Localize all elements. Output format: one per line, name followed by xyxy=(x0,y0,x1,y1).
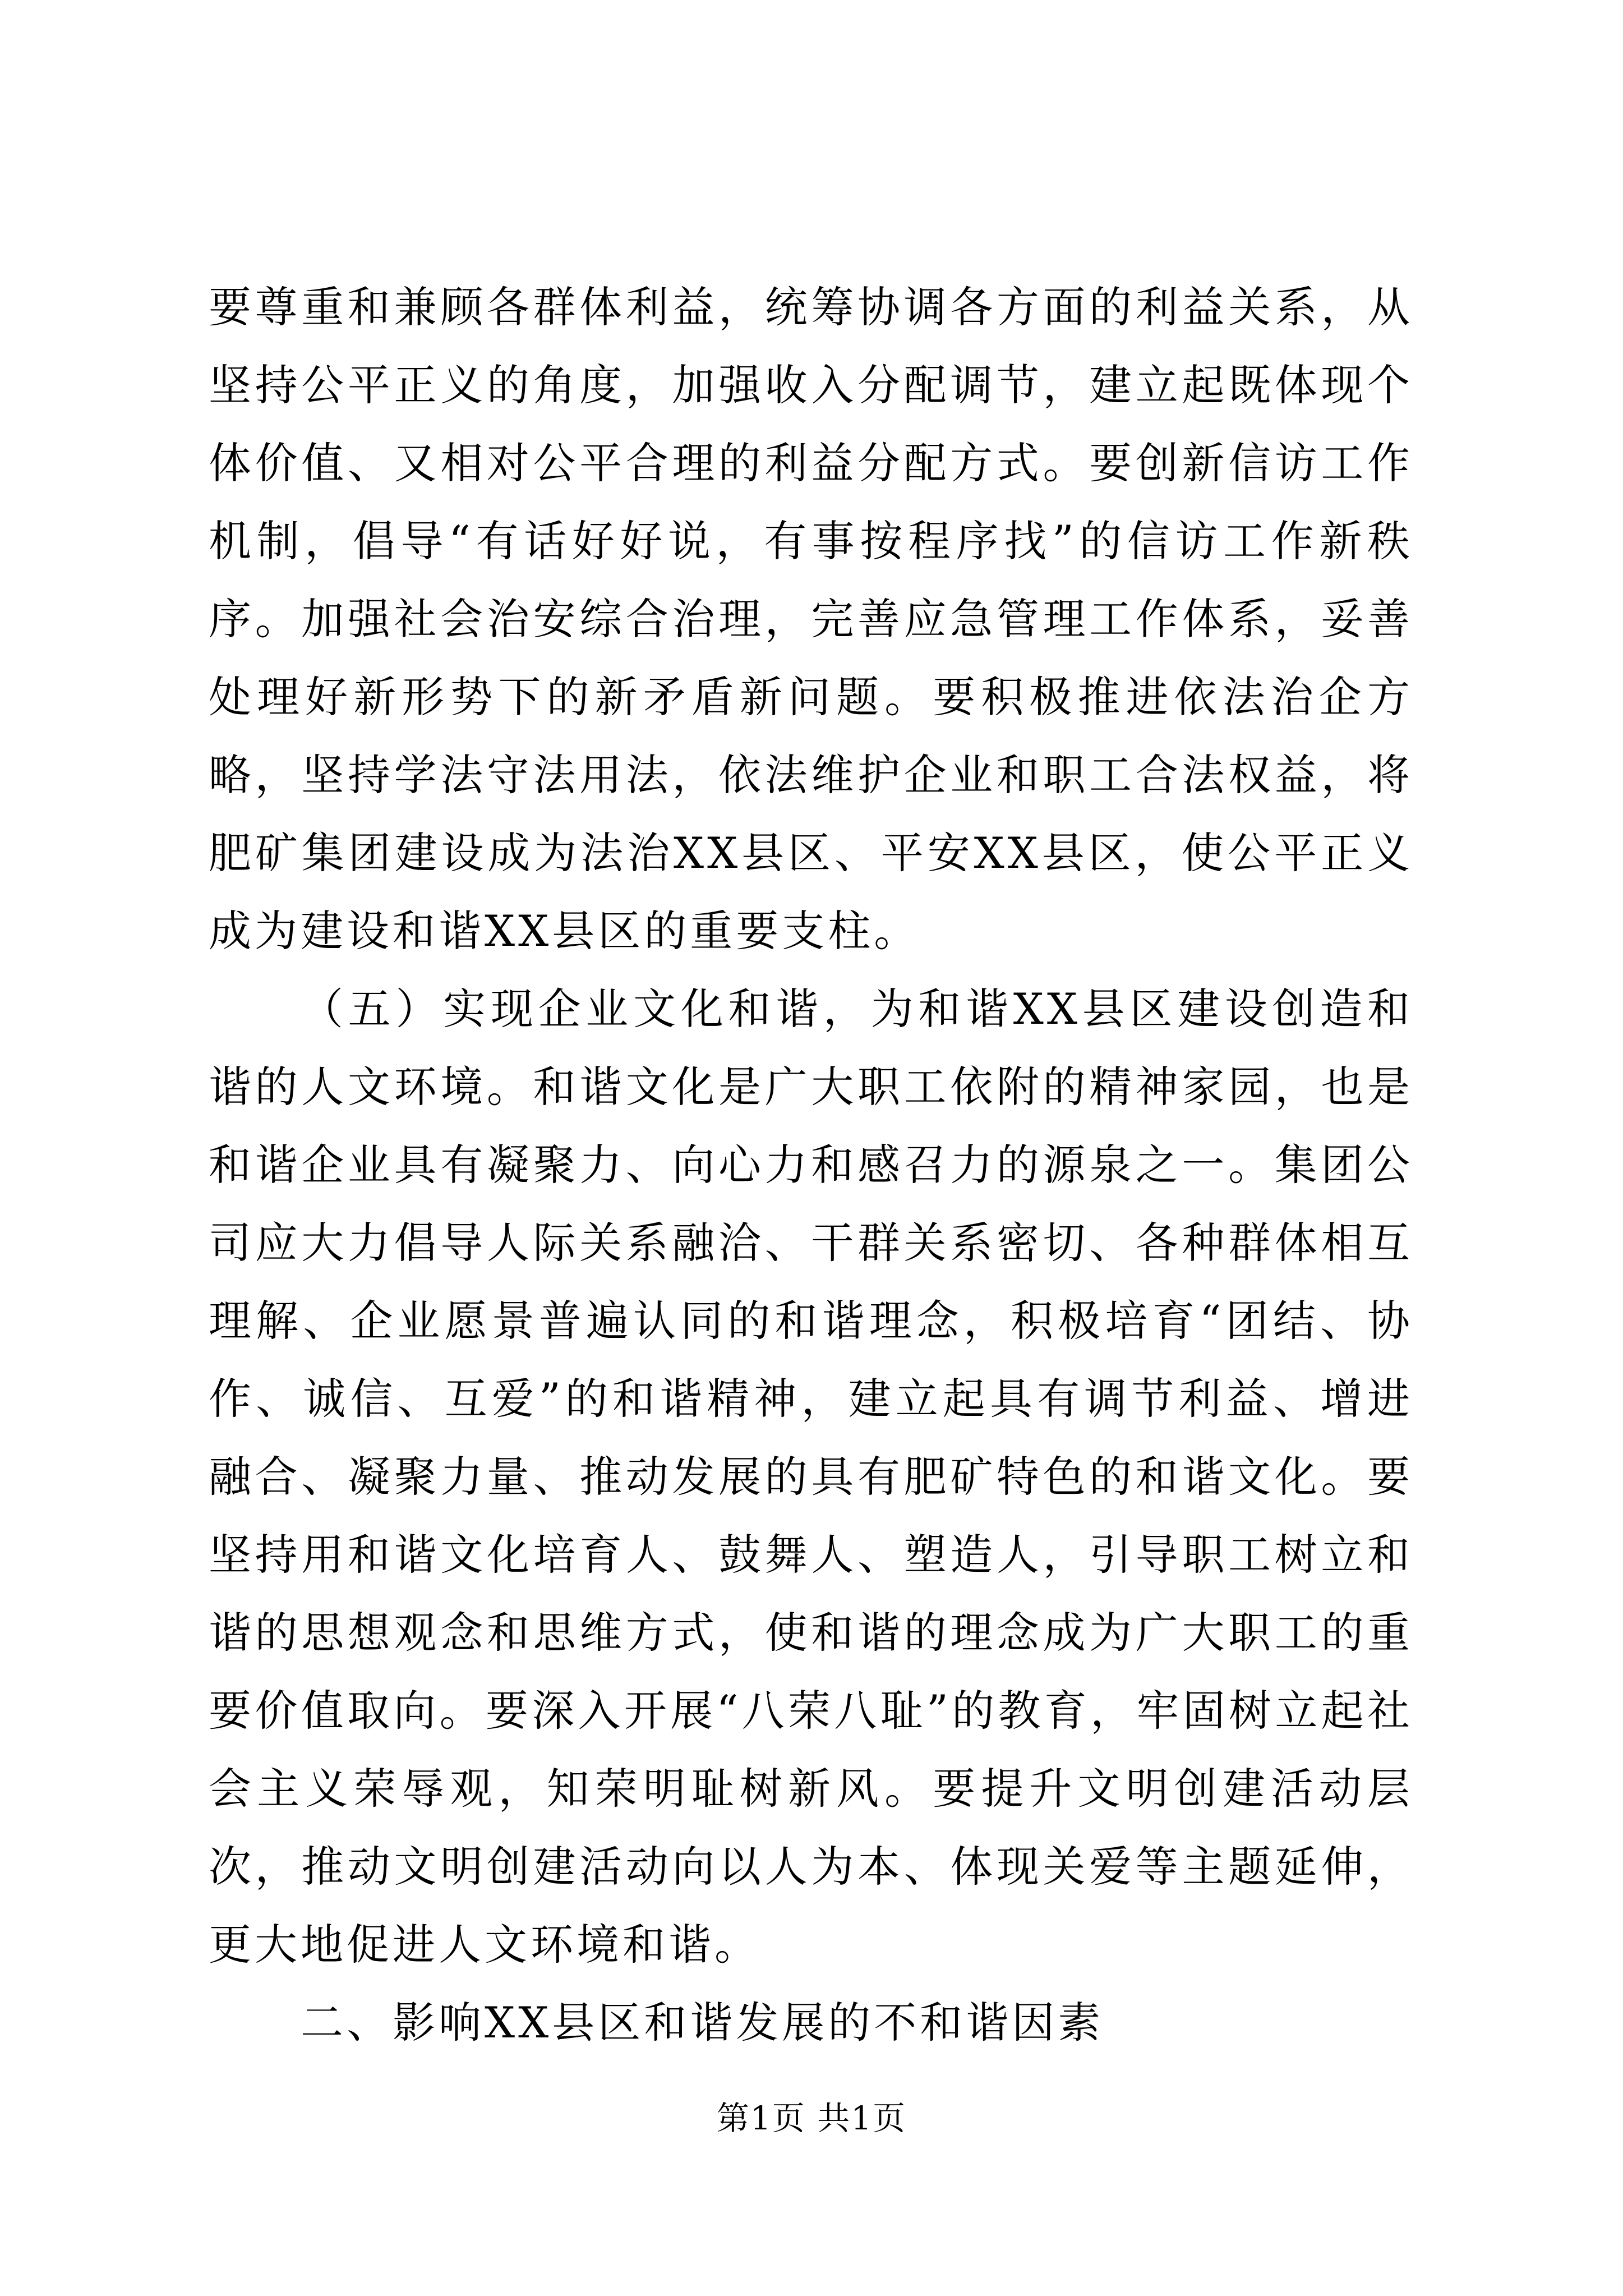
paragraph-section-five: （五）实现企业文化和谐，为和谐XX县区建设创造和谐的人文环境。和谐文化是广大职工依附的精神家园，也是和谐企业具有凝聚力、向心力和感召力的源泉之一。集团公司应大力倡导人际关系融洽、干群关系密切、各种群体相互理解、企业愿景普遍认同的和谐理念，积极培育“团结、协作、诚信、互爱”的和谐精神，建立起具有调节利益、增进融合、凝聚力量、推动发展的具有肥矿特色的和谐文化。要坚持用和谐文化培育人、鼓舞人、塑造人，引导职工树立和谐的思想观念和思维方式，使和谐的理念成为广大职工的重要价值取向。要深入开展“八荣八耻”的教育，牢固树立起社会主义荣辱观，知荣明耻树新风。要提升文明创建活动层次，推动文明创建活动向以人为本、体现关爱等主题延伸，更大地促进人文环境和谐。 xyxy=(209,984,1413,1970)
section-heading: 二、影响XX县区和谐发展的不和谐因素 xyxy=(301,1998,1104,2047)
page-footer: 第1页 共1页 xyxy=(716,2099,907,2137)
document-body xyxy=(209,268,1413,2062)
paragraph-continued: 要尊重和兼顾各群体利益，统筹协调各方面的利益关系，从坚持公平正义的角度，加强收入分配调节，建立起既体现个体价值、又相对公平合理的利益分配方式。要创新信访工作机制，倡导“有话好好说，有事按程序找”的信访工作新秩序。加强社会治安综合治理，完善应急管理工作体系，妥善处理好新形势下的新矛盾新问题。要积极推进依法治企方略，坚持学法守法用法，依法维护企业和职工合法权益，将肥矿集团建设成为法治XX县区、平安XX县区，使公平正义成为建设和谐XX县区的重要支柱。 xyxy=(209,282,1413,956)
